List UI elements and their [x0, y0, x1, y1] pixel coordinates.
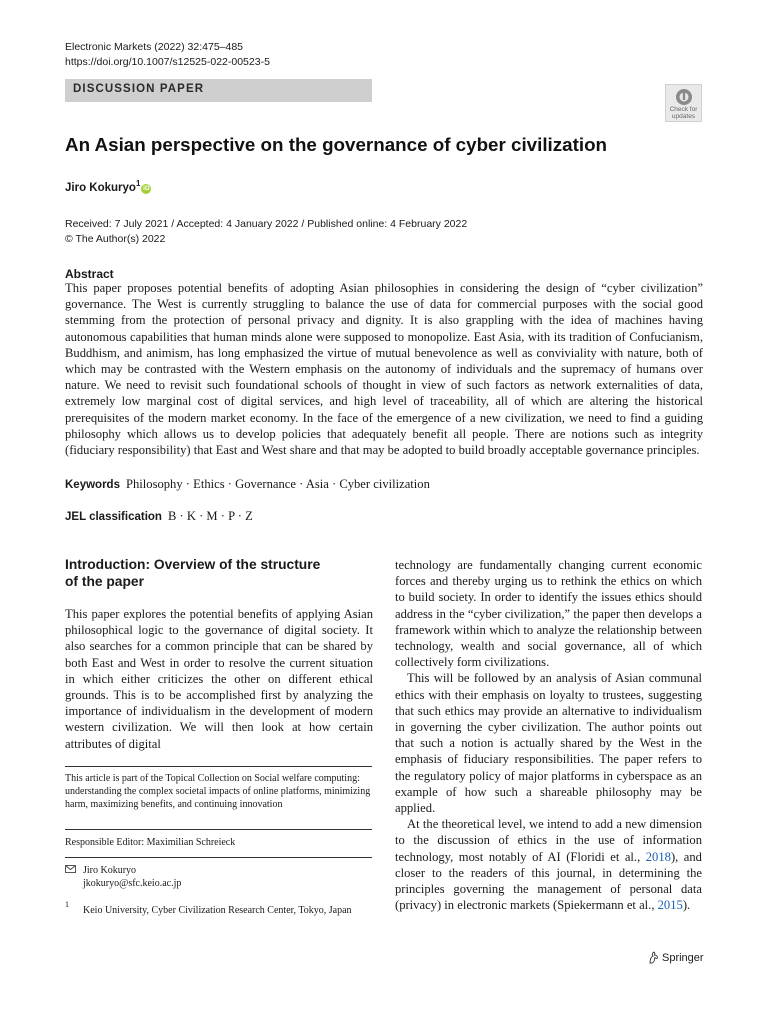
section-heading-introduction	[65, 556, 365, 590]
left-column-body	[65, 606, 373, 752]
affiliation-number: 1	[65, 900, 69, 909]
author-name[interactable]: Jiro Kokuryo	[65, 181, 136, 194]
author-line	[65, 179, 151, 194]
journal-line: Electronic Markets (2022) 32:475–485	[65, 41, 244, 53]
intro-paragraph-3: This will be followed by an analysis of Asian communal ethics with their emphasis on loyalty to trustees, suggesting that such ethics may provide an alternative to individualism in governing the cyber civilization. The author points out that such a notion is actually shared by the West in the emphasis of fiduciary responsibilities. The paper refers to the regulatory policy of major platforms in cyberspace as an example of how such a shareable philosophy may be applied.	[395, 671, 702, 816]
copyright-line: © The Author(s) 2022	[65, 232, 166, 245]
intro-paragraph-2: technology are fundamentally changing current economic forces and thereby urging us to rethink the ethics on which to build society. In order to identify the issues ethics should address in the “cyber civilization,” the paper then develops a framework within which to analyze the relationship between technology, wealth and social governance, all of which collectively form civilizations.	[395, 558, 702, 670]
check-for-updates-badge[interactable]	[665, 84, 702, 122]
section-heading-line-1: Introduction: Overview of the structure	[65, 557, 321, 572]
section-heading-line-2: of the paper	[65, 574, 144, 589]
footnote-divider	[65, 829, 372, 830]
article-title: An Asian perspective on the governance of cyber civilization	[65, 134, 608, 155]
paragraph-text: At the theoretical level, we intend to add a new dimension to the discussion of ethics in the use of information technology, most notably of AI (Floridi et al.,	[395, 817, 702, 864]
contact-name: Jiro Kokuryo	[83, 865, 137, 876]
publisher-logo	[648, 951, 704, 964]
keywords-value: Philosophy · Ethics · Governance · Asia · Cyber civilization	[125, 477, 430, 491]
keywords-line	[65, 477, 430, 492]
abstract-text: This paper proposes potential benefits of adopting Asian philosophies in considering the design of “cyber civilization” governance. The West is currently struggling to balance the use of data for commercial purposes with the social good stemming from the protection of personal privacy and dignity. It is also grappling with the idea of machines having autonomous capabilities that human minds alone were supposed to monopolize. East Asia, with its tradition of Confucianism, Buddhism, and animism, has long emphasized the virtue of mutual benevolence as well as conviviality with nature, both of which may be contrasted with the Western emphasis on the autonomy of individuals and the supremacy of humans over nature. We need to revisit such foundational schools of thought in view of such factors as network externalities of data, extremely low marginal cost of digital services, and high level of traceability, all of which are altering the historical prerequisites of the modern market economy. In the face of the emergence of a new civilization, we need to find a guiding philosophy which allows us to develop policies that adequately benefit all people. There are notions such as integrity (fiduciary responsibility) that East and West share and that may be adopted to build broadly acceptable governance principles.	[65, 281, 703, 458]
keywords-label: Keywords	[65, 479, 120, 491]
jel-classification-line	[65, 509, 253, 524]
citation-link-spiekermann[interactable]: 2015	[657, 898, 683, 913]
check-updates-icon	[675, 88, 693, 106]
citation-link-floridi[interactable]: 2018	[645, 849, 671, 864]
author-affiliation: Keio University, Cyber Civilization Research Center, Tokyo, Japan	[83, 905, 352, 916]
responsible-editor-note: Responsible Editor: Maximilian Schreieck	[65, 837, 236, 848]
check-updates-text-1: Check for	[669, 106, 698, 113]
article-type-label: DISCUSSION PAPER	[73, 83, 205, 95]
publication-history: Received: 7 July 2021 / Accepted: 4 January 2022 / Published online: 4 February 2022	[65, 218, 468, 230]
intro-paragraph-1: This paper explores the potential benefits of applying Asian philosophical logic to the governance of digital society. It also searches for a common principle that can be shared by both East and West in order to resolve the current situation in which either criticizes the other on different ethical grounds. This is to be accomplished first by analyzing the importance of individualism in the development of modern western civilization. We will then look at how certain attributes of digital	[65, 607, 373, 751]
jel-value: B · K · M · P · Z	[167, 509, 253, 523]
journal-citation	[65, 40, 270, 70]
paragraph-text: ).	[682, 898, 691, 913]
author-affiliation-mark: 1	[135, 179, 141, 188]
topical-collection-note: This article is part of the Topical Collection on Social welfare computing: understanding the complex societal impacts of online platforms, minimizing harm, maximizing benefits, and continuing innovation	[65, 773, 371, 810]
article-dates	[65, 217, 467, 246]
jel-label: JEL classification	[65, 511, 162, 523]
abstract-heading: Abstract	[65, 267, 114, 281]
right-column-body	[395, 557, 702, 913]
doi-link[interactable]: https://doi.org/10.1007/s12525-022-00523-5	[65, 56, 270, 68]
corresponding-author	[83, 864, 373, 890]
intro-paragraph-4	[395, 816, 702, 913]
paragraph-text: ), and closer to the readers of this journal, in determining the principles governing the management of personal data (privacy) in electronic markets (Spiekermann et al.,	[395, 849, 702, 913]
footnote-divider	[65, 857, 372, 858]
contact-email[interactable]: jkokuryo@sfc.keio.ac.jp	[83, 878, 182, 889]
springer-horse-icon	[648, 951, 659, 964]
envelope-icon	[65, 864, 76, 876]
check-updates-text-2: updates	[671, 113, 696, 120]
footnote-divider	[65, 766, 372, 767]
orcid-icon[interactable]: iD	[143, 184, 150, 192]
article-type-banner	[65, 79, 372, 102]
publisher-name: Springer	[662, 952, 704, 964]
